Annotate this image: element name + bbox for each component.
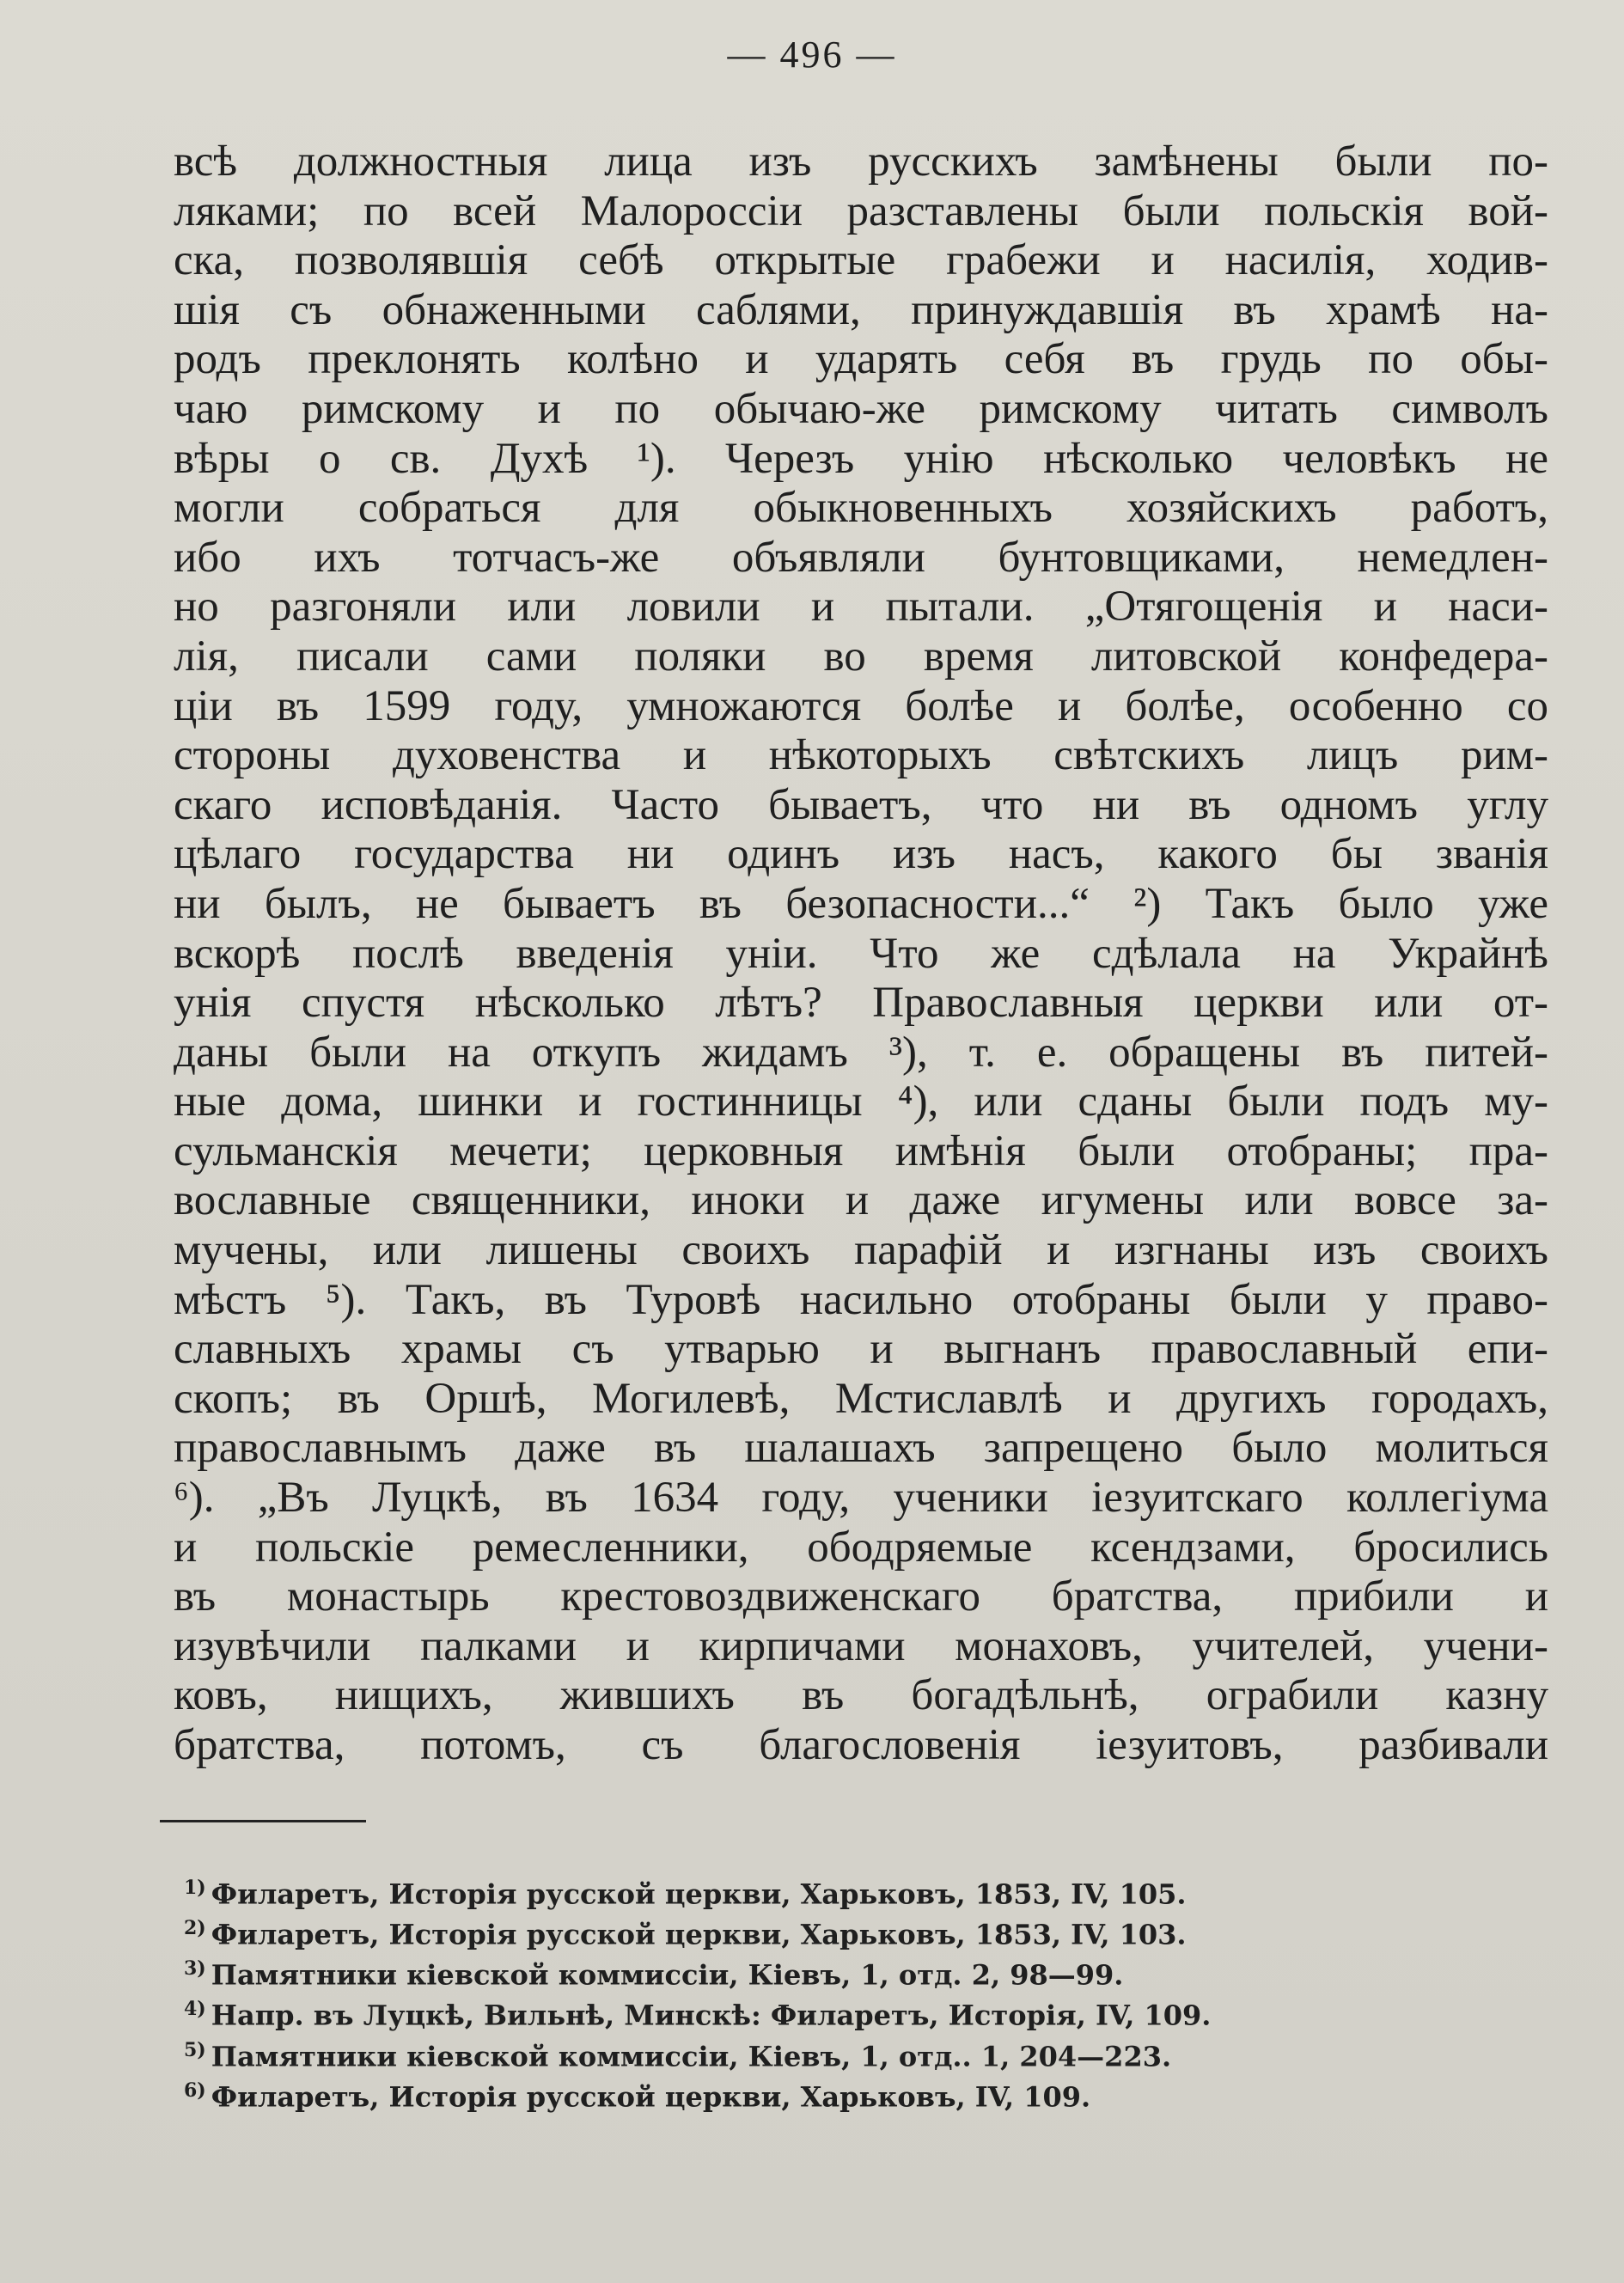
text-line: православнымъ даже въ шалашахъ запрещено было молиться bbox=[174, 1424, 1548, 1473]
text-line: стороны духовенства и нѣкоторыхъ свѣтскихъ лицъ рим- bbox=[174, 731, 1548, 780]
footnote-number: 4) bbox=[184, 1998, 206, 2021]
footnote bbox=[184, 2074, 1473, 2115]
text-line: ска, позволявшія себѣ открытые грабежи и насилія, ходив- bbox=[174, 236, 1548, 285]
footnote-number: 3) bbox=[184, 1957, 206, 1981]
text-line: ковъ, нищихъ, жившихъ въ богадѣльнѣ, ограбили казну bbox=[174, 1671, 1548, 1720]
text-line: ляками; по всей Малороссіи разставлены были польскія вой- bbox=[174, 186, 1548, 235]
footnote-text: Филаретъ, Исторія русской церкви, Харьковъ, 1853, IV, 105. bbox=[211, 1877, 1187, 1911]
text-line: чаю римскому и по обычаю-же римскому читать символъ bbox=[174, 384, 1548, 433]
footnote bbox=[184, 2034, 1473, 2074]
text-line: сульманскія мечети; церковныя имѣнія были отобраны; пра- bbox=[174, 1126, 1548, 1175]
footnote-number: 1) bbox=[184, 1877, 206, 1899]
footnote-text: Филаретъ, Исторія русской церкви, Харьковъ, IV, 109. bbox=[211, 2080, 1091, 2114]
page-number: — 496 — bbox=[727, 34, 897, 76]
text-line: братства, потомъ, съ благословенія іезуитовъ, разбивали bbox=[174, 1721, 1548, 1769]
footnote-number: 6) bbox=[184, 2079, 206, 2102]
text-line: ные дома, шинки и гостинницы ⁴), или сданы были подъ му- bbox=[174, 1077, 1548, 1126]
main-text bbox=[174, 137, 1548, 1771]
footnote-number: 2) bbox=[184, 1917, 206, 1940]
footnote-text: Напр. въ Луцкѣ, Вильнѣ, Минскѣ: Филаретъ, Исторія, IV, 109. bbox=[211, 1999, 1212, 2033]
footnote bbox=[184, 1871, 1473, 1912]
text-line: славныхъ храмы съ утварью и выгнанъ православный епи- bbox=[174, 1325, 1548, 1374]
text-line: родъ преклонять колѣно и ударять себя въ грудь по обы- bbox=[174, 335, 1548, 384]
text-line: унія спустя нѣсколько лѣтъ? Православныя церкви или от- bbox=[174, 979, 1548, 1028]
text-line: мѣстъ ⁵). Такъ, въ Туровѣ насильно отобраны были у право- bbox=[174, 1275, 1548, 1324]
text-line: шія съ обнаженными саблями, принуждавшія въ храмѣ на- bbox=[174, 285, 1548, 334]
text-line: но разгоняли или ловили и пытали. „Отягощенія и наси- bbox=[174, 583, 1548, 632]
text-line: вѣры о св. Духѣ ¹). Черезъ унію нѣсколько человѣкъ не bbox=[174, 434, 1548, 483]
footnote-text: Памятники кіевской коммиссіи, Кіевъ, 1, отд.. 1, 204—223. bbox=[211, 2040, 1172, 2073]
footnote-divider bbox=[160, 1820, 366, 1822]
footnote-number: 5) bbox=[184, 2038, 206, 2061]
text-line: ціи въ 1599 году, умножаются болѣе и болѣе, особенно со bbox=[174, 681, 1548, 730]
text-line: всѣ должностныя лица изъ русскихъ замѣнены были по- bbox=[174, 137, 1548, 186]
footnote bbox=[184, 1993, 1473, 2033]
text-line: ⁶). „Въ Луцкѣ, въ 1634 году, ученики іезуитскаго коллегіума bbox=[174, 1474, 1548, 1523]
footnote-text: Филаретъ, Исторія русской церкви, Харьковъ, 1853, IV, 103. bbox=[211, 1918, 1187, 1951]
text-line: ни былъ, не бываетъ въ безопасности...“ ²) Такъ было уже bbox=[174, 879, 1548, 928]
text-line: вославные священники, иноки и даже игумены или вовсе за- bbox=[174, 1176, 1548, 1225]
text-line: мучены, или лишены своихъ парафій и изгнаны изъ своихъ bbox=[174, 1226, 1548, 1275]
text-line: лія, писали сами поляки во время литовской конфедера- bbox=[174, 632, 1548, 681]
text-line: даны были на откупъ жидамъ ³), т. е. обращены въ питей- bbox=[174, 1028, 1548, 1077]
text-line: въ монастырь крестовоздвиженскаго братства, прибили и bbox=[174, 1572, 1548, 1621]
footnote bbox=[184, 1912, 1473, 1952]
text-line: могли собраться для обыкновенныхъ хозяйскихъ работъ, bbox=[174, 484, 1548, 533]
footnotes bbox=[184, 1871, 1473, 2115]
text-line: изувѣчили палками и кирпичами монаховъ, учителей, учени- bbox=[174, 1621, 1548, 1670]
footnote-text: Памятники кіевской коммиссіи, Кіевъ, 1, отд. 2, 98—99. bbox=[211, 1958, 1124, 1992]
footnote bbox=[184, 1952, 1473, 1993]
text-line: вскорѣ послѣ введенія уніи. Что же сдѣлала на Украйнѣ bbox=[174, 929, 1548, 978]
text-line: скаго исповѣданія. Часто бываетъ, что ни въ одномъ углу bbox=[174, 780, 1548, 829]
text-line: цѣлаго государства ни одинъ изъ насъ, какого бы званія bbox=[174, 830, 1548, 879]
text-line: скопъ; въ Оршѣ, Могилевѣ, Мстиславлѣ и другихъ городахъ, bbox=[174, 1374, 1548, 1423]
text-line: ибо ихъ тотчасъ-же объявляли бунтовщиками, немедлен- bbox=[174, 533, 1548, 582]
text-line: и польскіе ремесленники, ободряемые ксендзами, бросились bbox=[174, 1523, 1548, 1572]
